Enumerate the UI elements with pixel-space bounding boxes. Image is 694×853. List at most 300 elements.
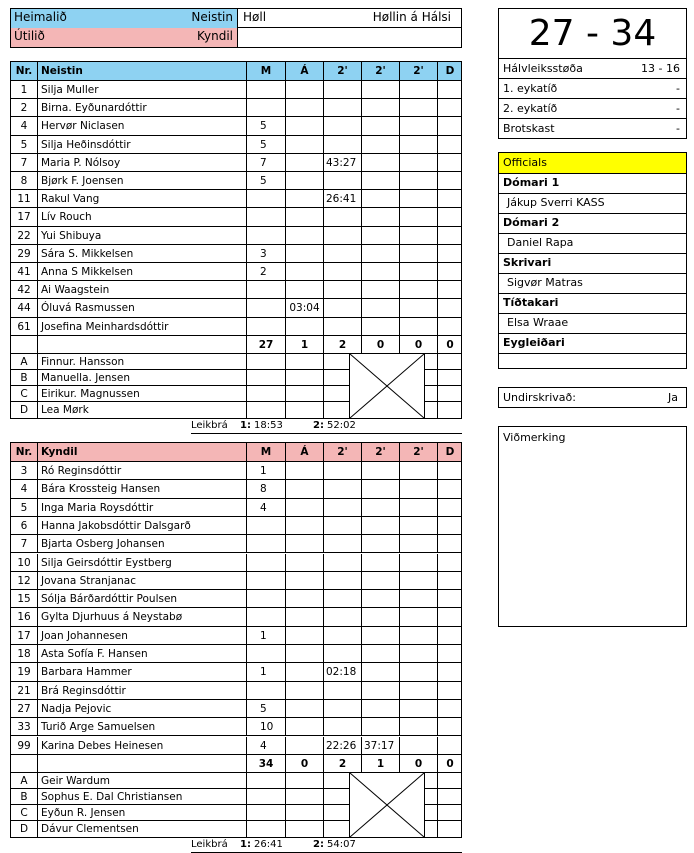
table-header: [11, 443, 461, 462]
player-row: [11, 737, 461, 755]
official-name-text: Elsa Wraae: [507, 316, 569, 329]
column-divider: [323, 480, 324, 497]
official-name-text: Jákup Sverri KASS: [507, 196, 605, 209]
column-divider: [437, 608, 438, 625]
column-divider: [246, 281, 247, 298]
column-divider: [323, 755, 324, 772]
column-divider: [399, 299, 400, 316]
leikbra-label: Leikbrá: [191, 420, 228, 431]
column-divider: [246, 318, 247, 335]
column-divider: [399, 755, 400, 772]
player-number: 42: [17, 284, 31, 297]
player-suspension-2: 37:17: [364, 739, 395, 752]
column-divider: [323, 535, 324, 552]
player-row: [11, 462, 461, 480]
column-divider: [399, 172, 400, 189]
column-divider: [437, 627, 438, 644]
column-divider: [437, 462, 438, 479]
column-divider: [323, 336, 324, 353]
column-divider: [361, 700, 362, 717]
column-divider: [399, 517, 400, 534]
score-row-label: Hálvleiksstøða: [503, 62, 583, 75]
column-divider: [437, 190, 438, 207]
player-goals: 5: [260, 175, 267, 187]
column-header-goals: M: [260, 65, 272, 77]
column-divider: [246, 535, 247, 552]
column-divider: [285, 789, 286, 804]
player-name: Brá Reginsdóttir: [41, 684, 126, 697]
player-number: 33: [17, 721, 31, 734]
column-divider: [361, 336, 362, 353]
column-divider: [437, 572, 438, 589]
total-suspension-2: 0: [376, 338, 385, 351]
column-divider: [399, 590, 400, 607]
player-number: 2: [20, 102, 28, 115]
column-divider: [246, 386, 247, 401]
column-divider: [399, 318, 400, 335]
player-row: [11, 608, 461, 626]
player-number: 10: [17, 556, 31, 569]
player-name: Joan Johannesen: [41, 629, 128, 642]
player-row: [11, 517, 461, 535]
column-divider: [399, 572, 400, 589]
score-row-label: 2. eykatíð: [503, 102, 558, 115]
staff-crossed-cell: [349, 354, 425, 418]
total-suspension-2: 1: [376, 757, 385, 770]
column-divider: [437, 645, 438, 662]
player-row: [11, 318, 461, 336]
column-divider: [323, 62, 324, 80]
column-divider: [323, 682, 324, 699]
column-divider: [323, 299, 324, 316]
score-row-value: -: [676, 102, 680, 115]
column-header-warning: Á: [300, 446, 309, 458]
player-row: [11, 281, 461, 299]
player-row: [11, 480, 461, 498]
column-divider: [399, 281, 400, 298]
column-divider: [323, 663, 324, 680]
player-name: Inga Maria Roysdóttir: [41, 501, 154, 514]
column-divider: [285, 737, 286, 754]
column-divider: [323, 81, 324, 98]
column-divider: [246, 245, 247, 262]
official-role: [499, 253, 686, 274]
player-number: 99: [17, 739, 31, 752]
column-divider: [285, 499, 286, 516]
staff-crossed-cell: [349, 773, 425, 837]
column-divider: [361, 208, 362, 225]
column-header-disqualification: D: [445, 446, 455, 458]
column-divider: [246, 299, 247, 316]
column-divider: [399, 336, 400, 353]
official-role-text: Dómari 1: [503, 176, 560, 189]
column-divider: [285, 663, 286, 680]
column-divider: [361, 81, 362, 98]
column-divider: [285, 773, 286, 788]
column-divider: [285, 299, 286, 316]
column-divider: [37, 517, 38, 534]
staff-code: A: [20, 775, 28, 788]
column-header-team: Kyndil: [41, 446, 78, 458]
column-divider: [285, 554, 286, 571]
column-divider: [361, 281, 362, 298]
player-goals: 8: [260, 483, 267, 496]
player-name: Bára Krossteig Hansen: [41, 483, 161, 496]
column-divider: [285, 590, 286, 607]
column-divider: [437, 154, 438, 171]
leikbra-second-label: 2:: [313, 420, 324, 431]
player-name: Hervør Niclasen: [41, 120, 125, 133]
column-divider: [37, 402, 38, 418]
staff-name: Lea Mørk: [41, 404, 89, 416]
away-team-name: Kyndil: [197, 29, 233, 43]
player-row: [11, 263, 461, 281]
column-divider: [361, 572, 362, 589]
staff-code: C: [20, 807, 28, 820]
column-divider: [437, 821, 438, 837]
column-divider: [323, 590, 324, 607]
score-row-value: 13 - 16: [641, 62, 680, 75]
column-divider: [399, 462, 400, 479]
player-row: [11, 117, 461, 135]
column-divider: [37, 386, 38, 401]
player-name: Hanna Jakobsdóttir Dalsgarð: [41, 519, 191, 532]
column-divider: [37, 499, 38, 516]
remarks-box: [498, 426, 687, 627]
leikbra-second-time: 54:07: [327, 839, 356, 851]
player-number: 18: [17, 648, 31, 660]
column-divider: [246, 208, 247, 225]
player-goals: 2: [260, 266, 267, 278]
column-divider: [323, 402, 324, 418]
column-divider: [323, 645, 324, 662]
column-divider: [285, 154, 286, 171]
official-role: [499, 293, 686, 314]
column-divider: [323, 773, 324, 788]
player-name: Bjarta Osberg Johansen: [41, 538, 165, 551]
column-divider: [437, 136, 438, 153]
column-divider: [323, 700, 324, 717]
column-divider: [246, 627, 247, 644]
player-goals: 5: [260, 138, 267, 151]
player-goals: 4: [260, 739, 267, 752]
player-name: Birna. Eyðunardóttir: [41, 102, 147, 115]
column-divider: [437, 99, 438, 116]
player-suspension-1: 43:27: [326, 156, 357, 169]
column-divider: [37, 805, 38, 820]
column-divider: [37, 370, 38, 385]
column-divider: [246, 663, 247, 680]
column-header-nr: Nr.: [15, 65, 33, 77]
player-name: Ai Waagstein: [41, 284, 110, 297]
player-row: [11, 627, 461, 645]
table-header: [11, 62, 461, 81]
column-divider: [361, 645, 362, 662]
column-divider: [246, 700, 247, 717]
player-row: [11, 136, 461, 154]
column-divider: [285, 245, 286, 262]
column-header-goals: M: [260, 446, 272, 458]
player-name: Maria P. Nólsoy: [41, 156, 121, 169]
cross-mark-icon: [350, 354, 424, 418]
column-divider: [246, 81, 247, 98]
column-header-suspension: 2': [375, 65, 386, 77]
column-divider: [361, 190, 362, 207]
column-divider: [437, 755, 438, 772]
column-divider: [323, 627, 324, 644]
header-line: [237, 27, 461, 28]
column-divider: [285, 81, 286, 98]
column-divider: [37, 554, 38, 571]
total-goals: 27: [258, 338, 274, 351]
score-row-overtime-2: [499, 98, 686, 119]
column-divider: [361, 263, 362, 280]
column-divider: [37, 572, 38, 589]
column-divider: [323, 154, 324, 171]
column-divider: [323, 370, 324, 385]
column-divider: [37, 737, 38, 754]
column-divider: [37, 354, 38, 369]
player-name: Karina Debes Heinesen: [41, 739, 164, 752]
column-divider: [361, 99, 362, 116]
column-divider: [437, 663, 438, 680]
column-divider: [285, 755, 286, 772]
column-divider: [285, 354, 286, 369]
column-divider: [437, 682, 438, 699]
column-divider: [437, 370, 438, 385]
player-name: Nadja Pejovic: [41, 702, 112, 715]
column-divider: [323, 499, 324, 516]
player-row: [11, 572, 461, 590]
player-number: 44: [17, 302, 31, 315]
column-divider: [437, 535, 438, 552]
column-divider: [437, 805, 438, 820]
player-row: [11, 535, 461, 553]
column-divider: [323, 172, 324, 189]
column-divider: [437, 402, 438, 418]
column-divider: [361, 172, 362, 189]
column-divider: [323, 737, 324, 754]
column-divider: [246, 370, 247, 385]
column-divider: [361, 737, 362, 754]
player-number: 16: [17, 611, 31, 624]
leikbra-label: Leikbrá: [191, 839, 228, 851]
total-disqualifications: 0: [446, 338, 454, 351]
column-header-team: Neistin: [41, 65, 83, 77]
column-header-suspension: 2': [413, 446, 424, 458]
column-divider: [37, 318, 38, 335]
staff-name: Dávur Clementsen: [41, 823, 139, 836]
player-number: 41: [17, 266, 31, 278]
column-divider: [246, 227, 247, 244]
player-name: Yui Shibuya: [41, 229, 102, 242]
column-divider: [246, 645, 247, 662]
column-divider: [246, 117, 247, 134]
column-divider: [285, 480, 286, 497]
column-divider: [399, 117, 400, 134]
column-divider: [361, 154, 362, 171]
column-divider: [323, 354, 324, 369]
home-roster-table: [10, 61, 462, 419]
column-divider: [437, 117, 438, 134]
column-divider: [285, 263, 286, 280]
player-row: [11, 663, 461, 681]
staff-code: B: [20, 372, 28, 384]
column-divider: [246, 590, 247, 607]
column-divider: [437, 318, 438, 335]
column-divider: [285, 117, 286, 134]
column-divider: [361, 299, 362, 316]
column-divider: [361, 663, 362, 680]
player-number: 17: [17, 211, 31, 224]
column-divider: [437, 299, 438, 316]
column-divider: [37, 682, 38, 699]
player-name: Sára S. Mikkelsen: [41, 247, 134, 260]
column-divider: [285, 821, 286, 837]
column-divider: [361, 62, 362, 80]
player-goals: 7: [260, 156, 267, 169]
column-divider: [361, 136, 362, 153]
column-divider: [246, 755, 247, 772]
column-divider: [37, 462, 38, 479]
column-header-suspension: 2': [337, 65, 348, 77]
column-divider: [399, 718, 400, 735]
official-role-text: Tíðtakari: [503, 296, 559, 309]
official-name: [499, 193, 686, 214]
player-number: 61: [17, 320, 31, 333]
column-divider: [437, 81, 438, 98]
column-divider: [37, 336, 38, 353]
column-divider: [246, 789, 247, 804]
official-role-text: Skrivari: [503, 256, 552, 269]
column-divider: [246, 190, 247, 207]
column-header-warning: Á: [300, 65, 309, 77]
column-divider: [323, 208, 324, 225]
column-divider: [246, 62, 247, 80]
column-divider: [437, 443, 438, 461]
column-divider: [361, 554, 362, 571]
venue-short: Høll: [243, 10, 267, 24]
player-goals: 10: [260, 721, 274, 734]
official-name: [499, 273, 686, 294]
column-divider: [285, 443, 286, 461]
column-divider: [323, 117, 324, 134]
column-divider: [246, 554, 247, 571]
column-divider: [437, 480, 438, 497]
score-row-value: -: [676, 82, 680, 95]
column-header-nr: Nr.: [15, 446, 33, 458]
player-suspension-1: 02:18: [326, 666, 357, 679]
column-divider: [285, 99, 286, 116]
column-divider: [323, 572, 324, 589]
total-warnings: 0: [300, 757, 309, 770]
away-label: Útilið: [14, 29, 45, 43]
column-divider: [37, 755, 38, 772]
column-divider: [399, 700, 400, 717]
column-divider: [437, 386, 438, 401]
player-number: 1: [20, 84, 28, 96]
match-header: [10, 8, 462, 48]
column-divider: [437, 62, 438, 80]
signature-value: Ja: [668, 391, 678, 404]
column-divider: [437, 554, 438, 571]
player-name: Silja Heðinsdóttir: [41, 138, 131, 151]
column-divider: [437, 499, 438, 516]
column-divider: [246, 99, 247, 116]
column-divider: [285, 462, 286, 479]
column-divider: [361, 627, 362, 644]
column-divider: [285, 281, 286, 298]
player-suspension-1: 26:41: [326, 193, 357, 206]
player-number: 22: [17, 229, 31, 242]
column-divider: [323, 608, 324, 625]
column-divider: [285, 227, 286, 244]
player-goals: 3: [260, 247, 267, 260]
player-warning: 03:04: [289, 302, 320, 315]
player-row: [11, 172, 461, 190]
player-row: [11, 245, 461, 263]
official-role-text: Eygleiðari: [503, 336, 565, 349]
column-divider: [361, 227, 362, 244]
staff-name: Finnur. Hansson: [41, 356, 125, 368]
staff-name: Manuella. Jensen: [41, 372, 131, 384]
column-divider: [37, 190, 38, 207]
column-divider: [37, 627, 38, 644]
column-divider: [246, 136, 247, 153]
officials-title-text: Officials: [503, 156, 547, 169]
player-number: 11: [17, 193, 31, 206]
column-divider: [246, 737, 247, 754]
leikbra-second-time: 52:02: [327, 420, 356, 431]
player-name: Bjørk F. Joensen: [41, 175, 124, 187]
score-row-penalties: [499, 118, 686, 139]
total-suspension-3: 0: [414, 338, 423, 351]
player-row: [11, 190, 461, 208]
column-divider: [285, 517, 286, 534]
staff-code: D: [19, 823, 29, 836]
column-divider: [399, 99, 400, 116]
staff-name: Sophus E. Dal Christiansen: [41, 791, 183, 804]
home-team-row: [11, 9, 237, 29]
column-divider: [37, 99, 38, 116]
leikbra-underline: [191, 433, 462, 434]
column-divider: [37, 281, 38, 298]
column-divider: [361, 318, 362, 335]
column-divider: [323, 386, 324, 401]
column-divider: [437, 354, 438, 369]
column-divider: [399, 81, 400, 98]
column-divider: [399, 499, 400, 516]
column-divider: [437, 227, 438, 244]
column-divider: [361, 718, 362, 735]
player-name: Lív Rouch: [41, 211, 92, 224]
column-divider: [399, 62, 400, 80]
column-divider: [285, 682, 286, 699]
column-divider: [323, 136, 324, 153]
column-divider: [246, 443, 247, 461]
column-divider: [361, 535, 362, 552]
column-divider: [399, 227, 400, 244]
leikbra-first-label: 1:: [240, 420, 251, 431]
player-number: 21: [17, 684, 31, 697]
column-divider: [323, 718, 324, 735]
away-team-row: [11, 28, 237, 47]
player-number: 4: [20, 483, 28, 496]
column-divider: [285, 370, 286, 385]
player-row: [11, 208, 461, 226]
column-divider: [37, 117, 38, 134]
column-divider: [37, 245, 38, 262]
